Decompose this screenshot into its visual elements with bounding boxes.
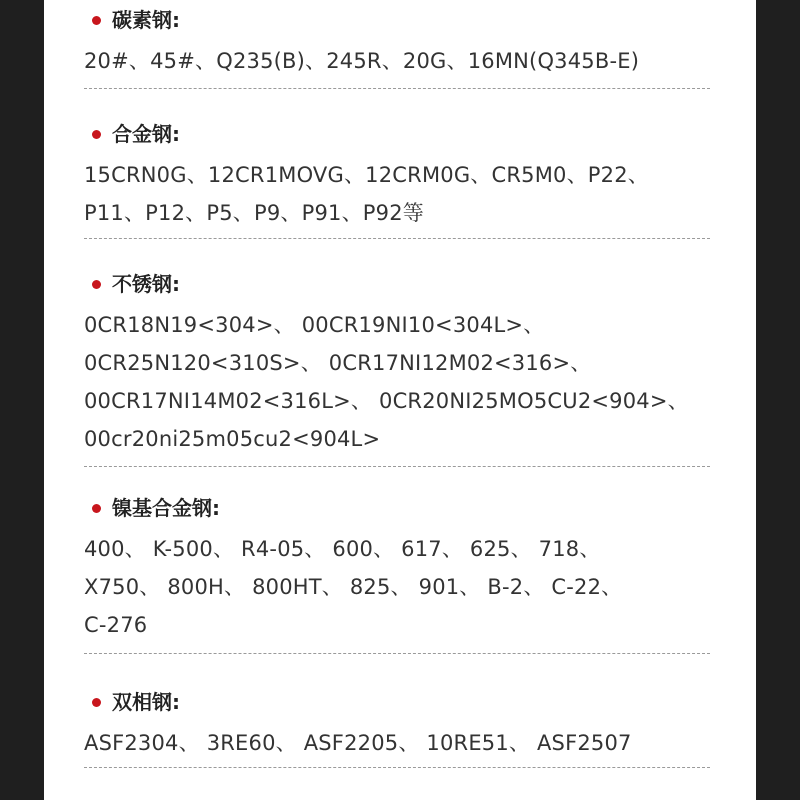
section-alloy-steel (84, 122, 712, 232)
divider (84, 88, 710, 89)
grade-list-line: 15CRN0G、12CR1MOVG、12CRM0G、CR5M0、P22、 (84, 163, 649, 187)
bullet-icon (92, 280, 101, 289)
section-stainless-steel (84, 272, 712, 458)
divider (84, 238, 710, 239)
section-heading (84, 8, 712, 32)
grade-list-line: 0CR25N120<310S>、 0CR17NI12M02<316>、 (84, 351, 592, 375)
bullet-icon (92, 698, 101, 707)
section-heading (84, 690, 712, 714)
grade-list-line: 00cr20ni25m05cu2<904L> (84, 427, 381, 451)
divider (84, 767, 710, 768)
section-title: 双相钢: (112, 690, 180, 714)
bullet-icon (92, 130, 101, 139)
section-body (84, 156, 712, 232)
section-body (84, 530, 712, 644)
section-title: 不锈钢: (112, 272, 180, 296)
grade-list-line: C-276 (84, 613, 148, 637)
grade-list-line: P11、P12、P5、P9、P91、P92等 (84, 201, 424, 225)
grade-list-line: 0CR18N19<304>、 00CR19NI10<304L>、 (84, 313, 545, 337)
section-title: 镍基合金钢: (112, 496, 220, 520)
grade-list-line: ASF2304、 3RE60、 ASF2205、 10RE51、 ASF2507 (84, 731, 632, 755)
section-body (84, 306, 712, 458)
grade-list-line: X750、 800H、 800HT、 825、 901、 B-2、 C-22、 (84, 575, 623, 599)
content-panel (44, 0, 756, 800)
bullet-icon (92, 504, 101, 513)
section-title: 碳素钢: (112, 8, 180, 32)
section-heading (84, 496, 712, 520)
grade-list-line: 00CR17NI14M02<316L>、 0CR20NI25MO5CU2<904>、 (84, 389, 689, 413)
divider (84, 653, 710, 654)
section-body (84, 42, 712, 80)
section-heading (84, 272, 712, 296)
section-carbon-steel (84, 8, 712, 80)
section-body (84, 724, 712, 762)
section-nickel-alloy-steel (84, 496, 712, 644)
grade-list-line: 400、 K-500、 R4-05、 600、 617、 625、 718、 (84, 537, 601, 561)
grade-list-line: 20#、45#、Q235(B)、245R、20G、16MN(Q345B-E) (84, 49, 640, 73)
section-title: 合金钢: (112, 122, 180, 146)
divider (84, 466, 710, 467)
section-heading (84, 122, 712, 146)
section-duplex-steel (84, 690, 712, 762)
bullet-icon (92, 16, 101, 25)
